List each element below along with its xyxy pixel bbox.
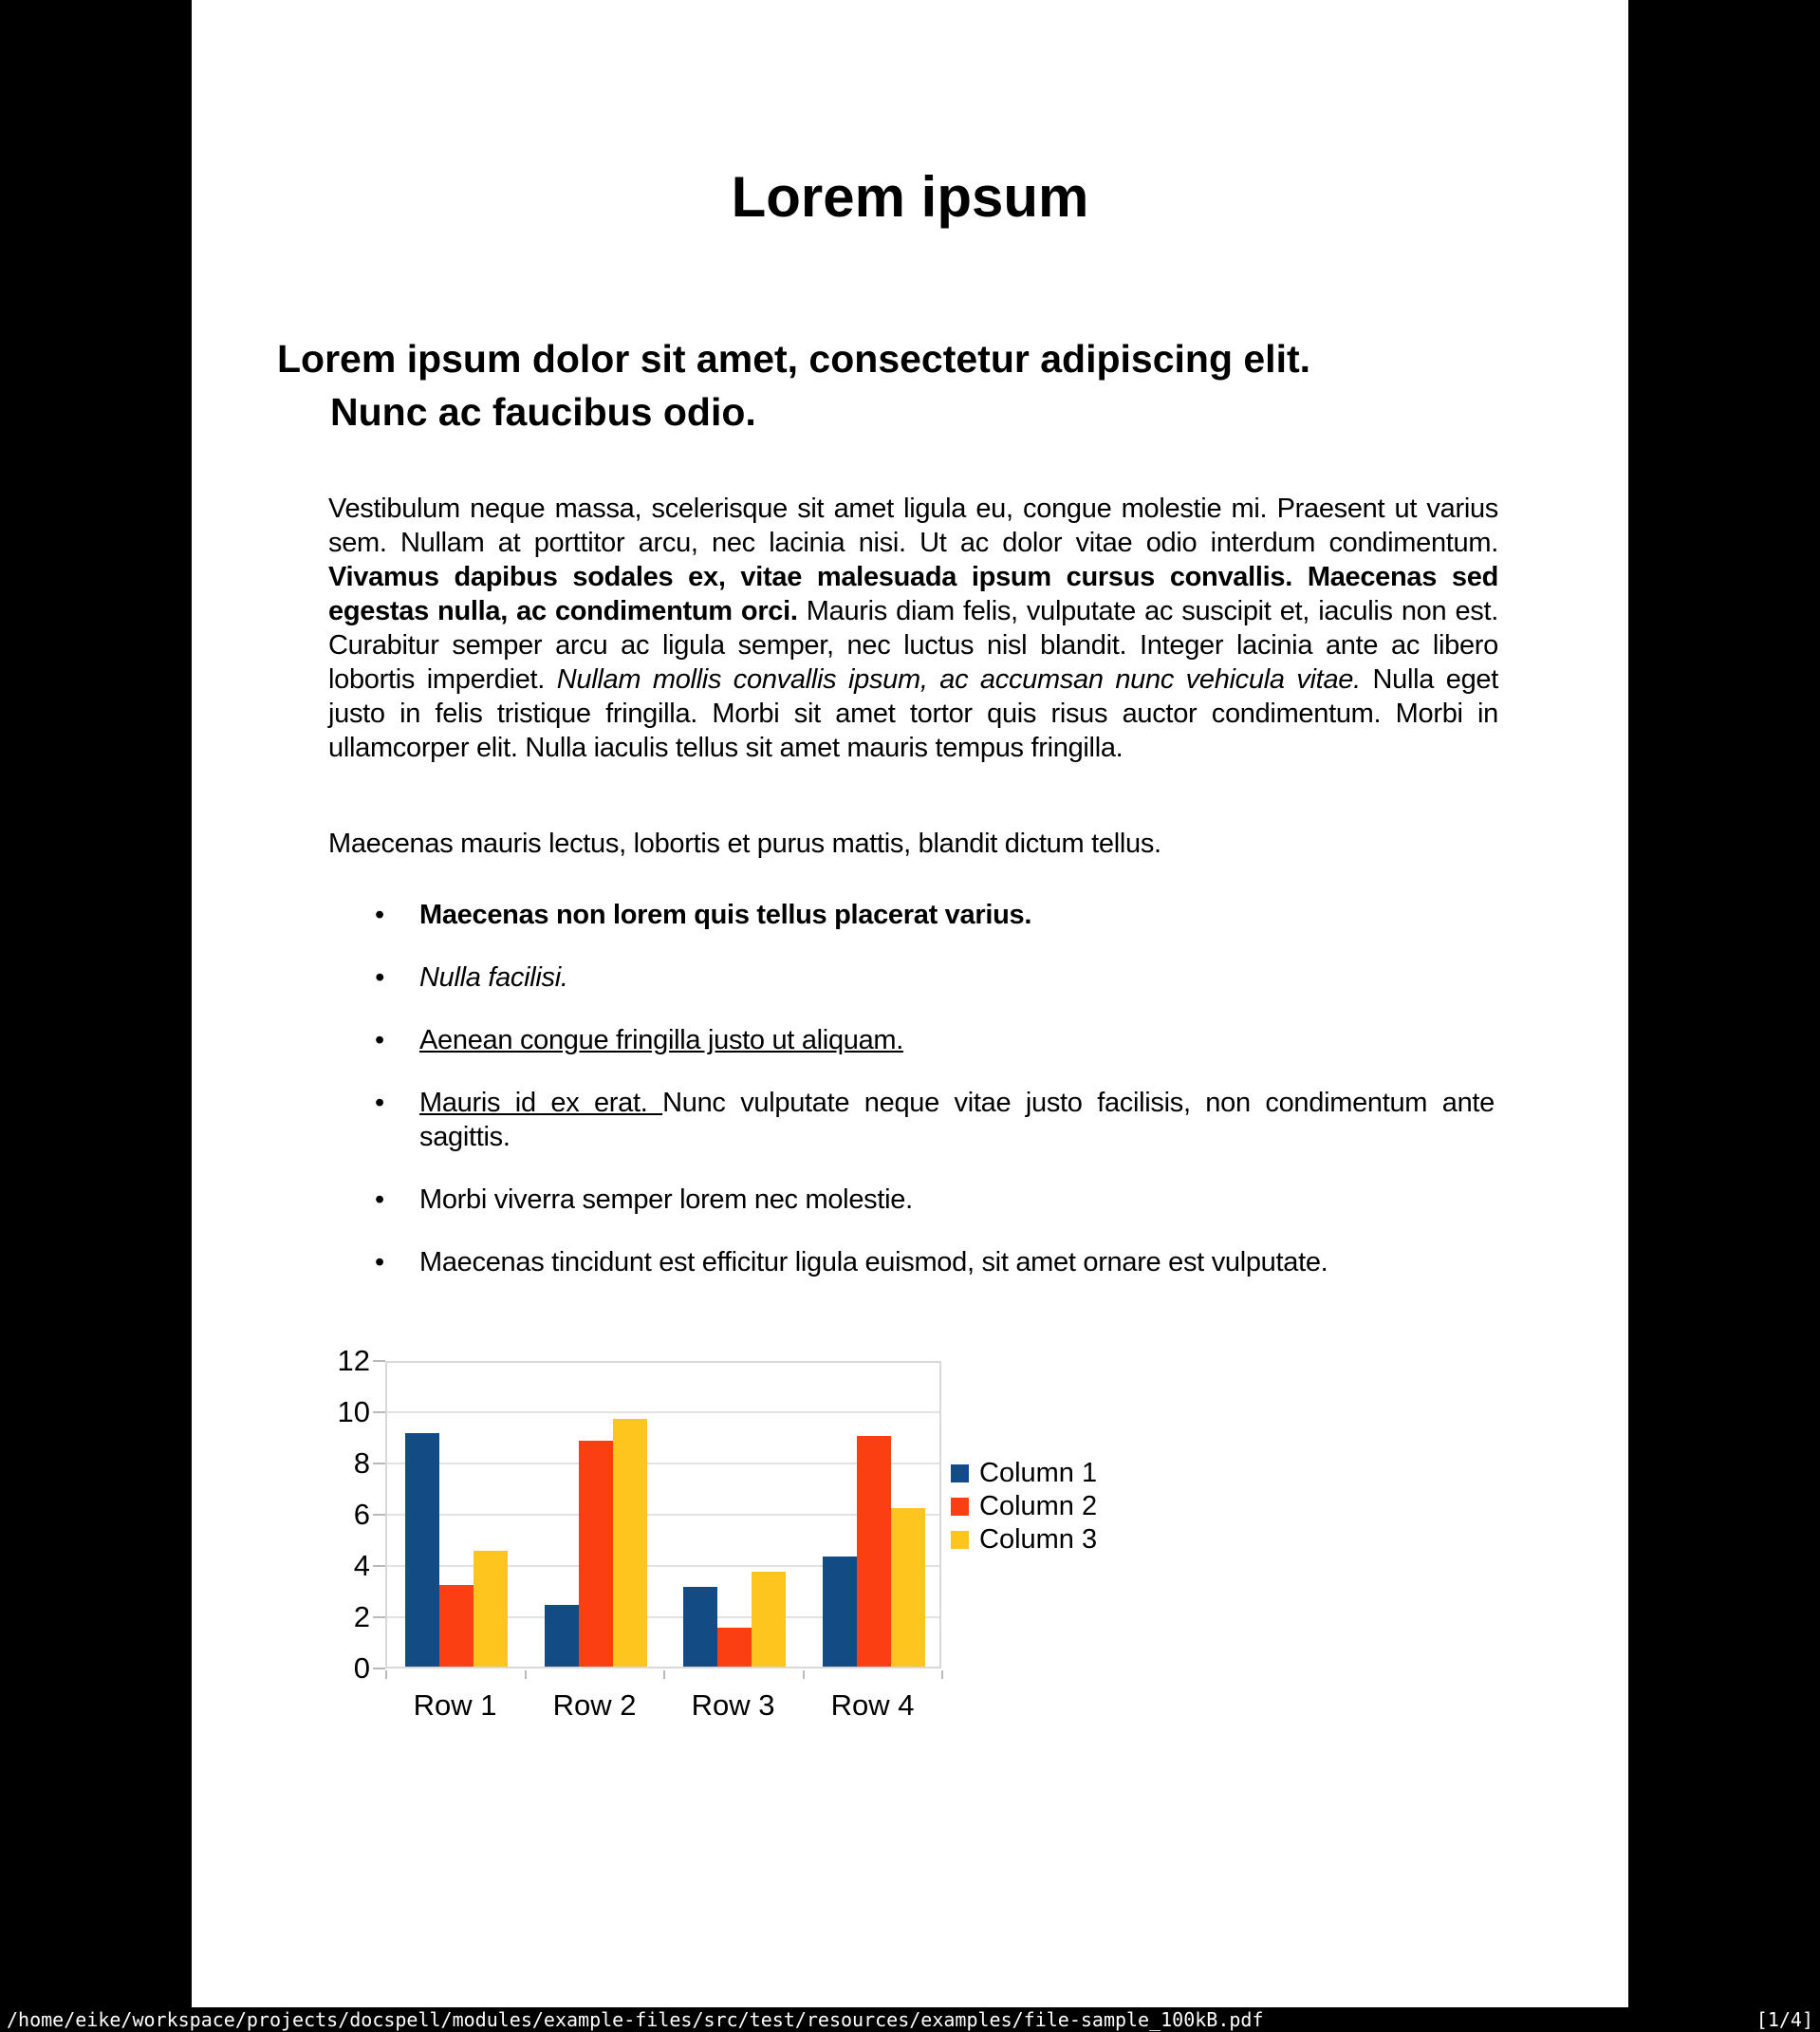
legend-item-column-3 bbox=[951, 1524, 1098, 1555]
bar-row-1-column-1 bbox=[405, 1433, 439, 1667]
list-item-text bbox=[419, 1086, 1495, 1154]
text-segment-underline: Aenean congue fringilla justo ut aliquam. bbox=[419, 1025, 904, 1055]
list-item-text bbox=[419, 898, 1495, 932]
bullet-marker: • bbox=[375, 900, 385, 930]
legend-label: Column 2 bbox=[979, 1491, 1098, 1521]
y-axis-tick bbox=[373, 1565, 385, 1567]
bullet-marker: • bbox=[375, 1088, 385, 1118]
list-item bbox=[375, 960, 1495, 995]
list-item bbox=[375, 898, 1495, 932]
heading-line-2: Nunc ac faucibus odio. bbox=[330, 390, 756, 434]
text-segment-bold: Maecenas non lorem quis tellus placerat varius. bbox=[419, 900, 1032, 930]
legend-label: Column 1 bbox=[979, 1458, 1098, 1488]
list-item bbox=[375, 1245, 1495, 1279]
y-axis-tick bbox=[373, 1360, 385, 1362]
x-axis-category-label: Row 3 bbox=[691, 1688, 775, 1722]
x-axis-category-label: Row 2 bbox=[552, 1688, 637, 1722]
y-axis-tick-label: 4 bbox=[353, 1549, 370, 1582]
list-item bbox=[375, 1086, 1495, 1154]
list-item-text bbox=[419, 1245, 1495, 1279]
x-axis-tick bbox=[385, 1670, 387, 1679]
y-axis-tick-label: 12 bbox=[337, 1344, 370, 1377]
text-segment-normal: Nunc vulputate neque vitae justo facilisis, non condimentum ante sagittis. bbox=[419, 1088, 1495, 1152]
text-segment-bold: Vivamus dapibus sodales ex, vitae malesuada ipsum cursus convallis. Maecenas sed egestas nulla, ac condimentum orci. bbox=[328, 562, 1498, 626]
legend-swatch bbox=[951, 1531, 969, 1549]
y-axis-tick-label: 0 bbox=[353, 1651, 370, 1685]
y-axis-tick-label: 10 bbox=[337, 1395, 370, 1428]
bar-chart bbox=[192, 1329, 1628, 1746]
text-segment-normal: Nulla eget justo in felis tristique fringilla. Morbi sit amet tortor quis risus auctor condimentum. Morbi in ullamcorper elit. Nulla iaculis tellus sit amet mauris tempus fringilla. bbox=[328, 664, 1498, 763]
bullet-marker: • bbox=[375, 1247, 385, 1277]
x-axis-category-label: Row 1 bbox=[413, 1688, 497, 1722]
text-segment-italic: Nulla facilisi. bbox=[419, 962, 568, 993]
document-title: Lorem ipsum bbox=[731, 165, 1089, 229]
text-segment-normal: Vestibulum neque massa, scelerisque sit amet ligula eu, congue molestie mi. Praesent ut varius sem. Nullam at porttitor arcu, nec lacinia nisi. Ut ac dolor vitae odio interdum condimentum. bbox=[328, 494, 1498, 558]
bar-row-4-column-2 bbox=[857, 1436, 891, 1667]
chart-plot-area bbox=[385, 1361, 941, 1668]
y-axis-tick-label: 2 bbox=[353, 1600, 370, 1633]
y-axis-tick-label: 6 bbox=[353, 1498, 370, 1531]
bar-row-2-column-1 bbox=[545, 1605, 579, 1667]
x-axis-tick bbox=[803, 1670, 805, 1679]
y-axis-tick bbox=[373, 1514, 385, 1516]
bullet-marker: • bbox=[375, 962, 385, 993]
x-axis-tick bbox=[525, 1670, 527, 1679]
bar-row-3-column-3 bbox=[752, 1572, 786, 1667]
chart-legend bbox=[951, 1458, 1098, 1563]
bar-row-1-column-3 bbox=[474, 1551, 508, 1667]
x-axis-category-label: Row 4 bbox=[830, 1688, 915, 1722]
status-bar bbox=[0, 2007, 1820, 2032]
pdf-page bbox=[192, 0, 1628, 2007]
list-item-text bbox=[419, 1183, 1495, 1217]
text-segment-normal: Maecenas tincidunt est efficitur ligula euismod, sit amet ornare est vulputate. bbox=[419, 1247, 1328, 1277]
legend-item-column-1 bbox=[951, 1458, 1098, 1488]
gridline bbox=[387, 1411, 939, 1413]
bullet-marker: • bbox=[375, 1025, 385, 1055]
y-axis-tick bbox=[373, 1463, 385, 1464]
legend-swatch bbox=[951, 1498, 969, 1516]
bar-row-3-column-2 bbox=[717, 1628, 752, 1667]
paragraph-2: Maecenas mauris lectus, lobortis et purus mattis, blandit dictum tellus. bbox=[328, 829, 1161, 859]
bullet-list bbox=[375, 898, 1495, 1279]
text-segment-normal: Morbi viverra semper lorem nec molestie. bbox=[419, 1184, 913, 1215]
bar-row-1-column-2 bbox=[439, 1585, 474, 1667]
list-item-text bbox=[419, 960, 1495, 995]
status-file-path: /home/eike/workspace/projects/docspell/modules/example-files/src/test/resources/examples/file-sample_100kB.pdf bbox=[7, 2008, 1264, 2031]
legend-swatch bbox=[951, 1464, 969, 1482]
text-segment-italic: Nullam mollis convallis ipsum, ac accumsan nunc vehicula vitae. bbox=[556, 664, 1373, 695]
x-axis-tick bbox=[941, 1670, 943, 1679]
paragraph-1 bbox=[328, 492, 1498, 765]
bar-row-2-column-3 bbox=[613, 1419, 647, 1667]
bullet-marker: • bbox=[375, 1184, 385, 1215]
y-axis-tick bbox=[373, 1668, 385, 1669]
text-segment-underline: Mauris id ex erat. bbox=[419, 1088, 663, 1118]
bar-row-4-column-3 bbox=[891, 1508, 925, 1667]
bar-row-2-column-2 bbox=[579, 1441, 613, 1667]
y-axis-tick-label: 8 bbox=[353, 1446, 370, 1480]
status-page-indicator: [1/4] bbox=[1755, 2008, 1813, 2031]
bar-row-4-column-1 bbox=[823, 1557, 857, 1667]
text-segment-normal: Mauris diam felis, vulputate ac suscipit et, iaculis non est. Curabitur semper arcu ac ligula semper, nec luctus nisl blandit. Integer lacinia ante ac libero lobortis imperdiet. bbox=[328, 596, 1499, 695]
y-axis-tick bbox=[373, 1616, 385, 1618]
y-axis-tick bbox=[373, 1411, 385, 1413]
x-axis-tick bbox=[663, 1670, 665, 1679]
heading-line-1: Lorem ipsum dolor sit amet, consectetur adipiscing elit. bbox=[277, 337, 1311, 381]
document-heading bbox=[277, 332, 1469, 438]
list-item bbox=[375, 1023, 1495, 1057]
legend-item-column-2 bbox=[951, 1491, 1098, 1521]
bar-row-3-column-1 bbox=[683, 1587, 717, 1667]
list-item-text bbox=[419, 1023, 1495, 1057]
legend-label: Column 3 bbox=[979, 1524, 1098, 1555]
list-item bbox=[375, 1183, 1495, 1217]
